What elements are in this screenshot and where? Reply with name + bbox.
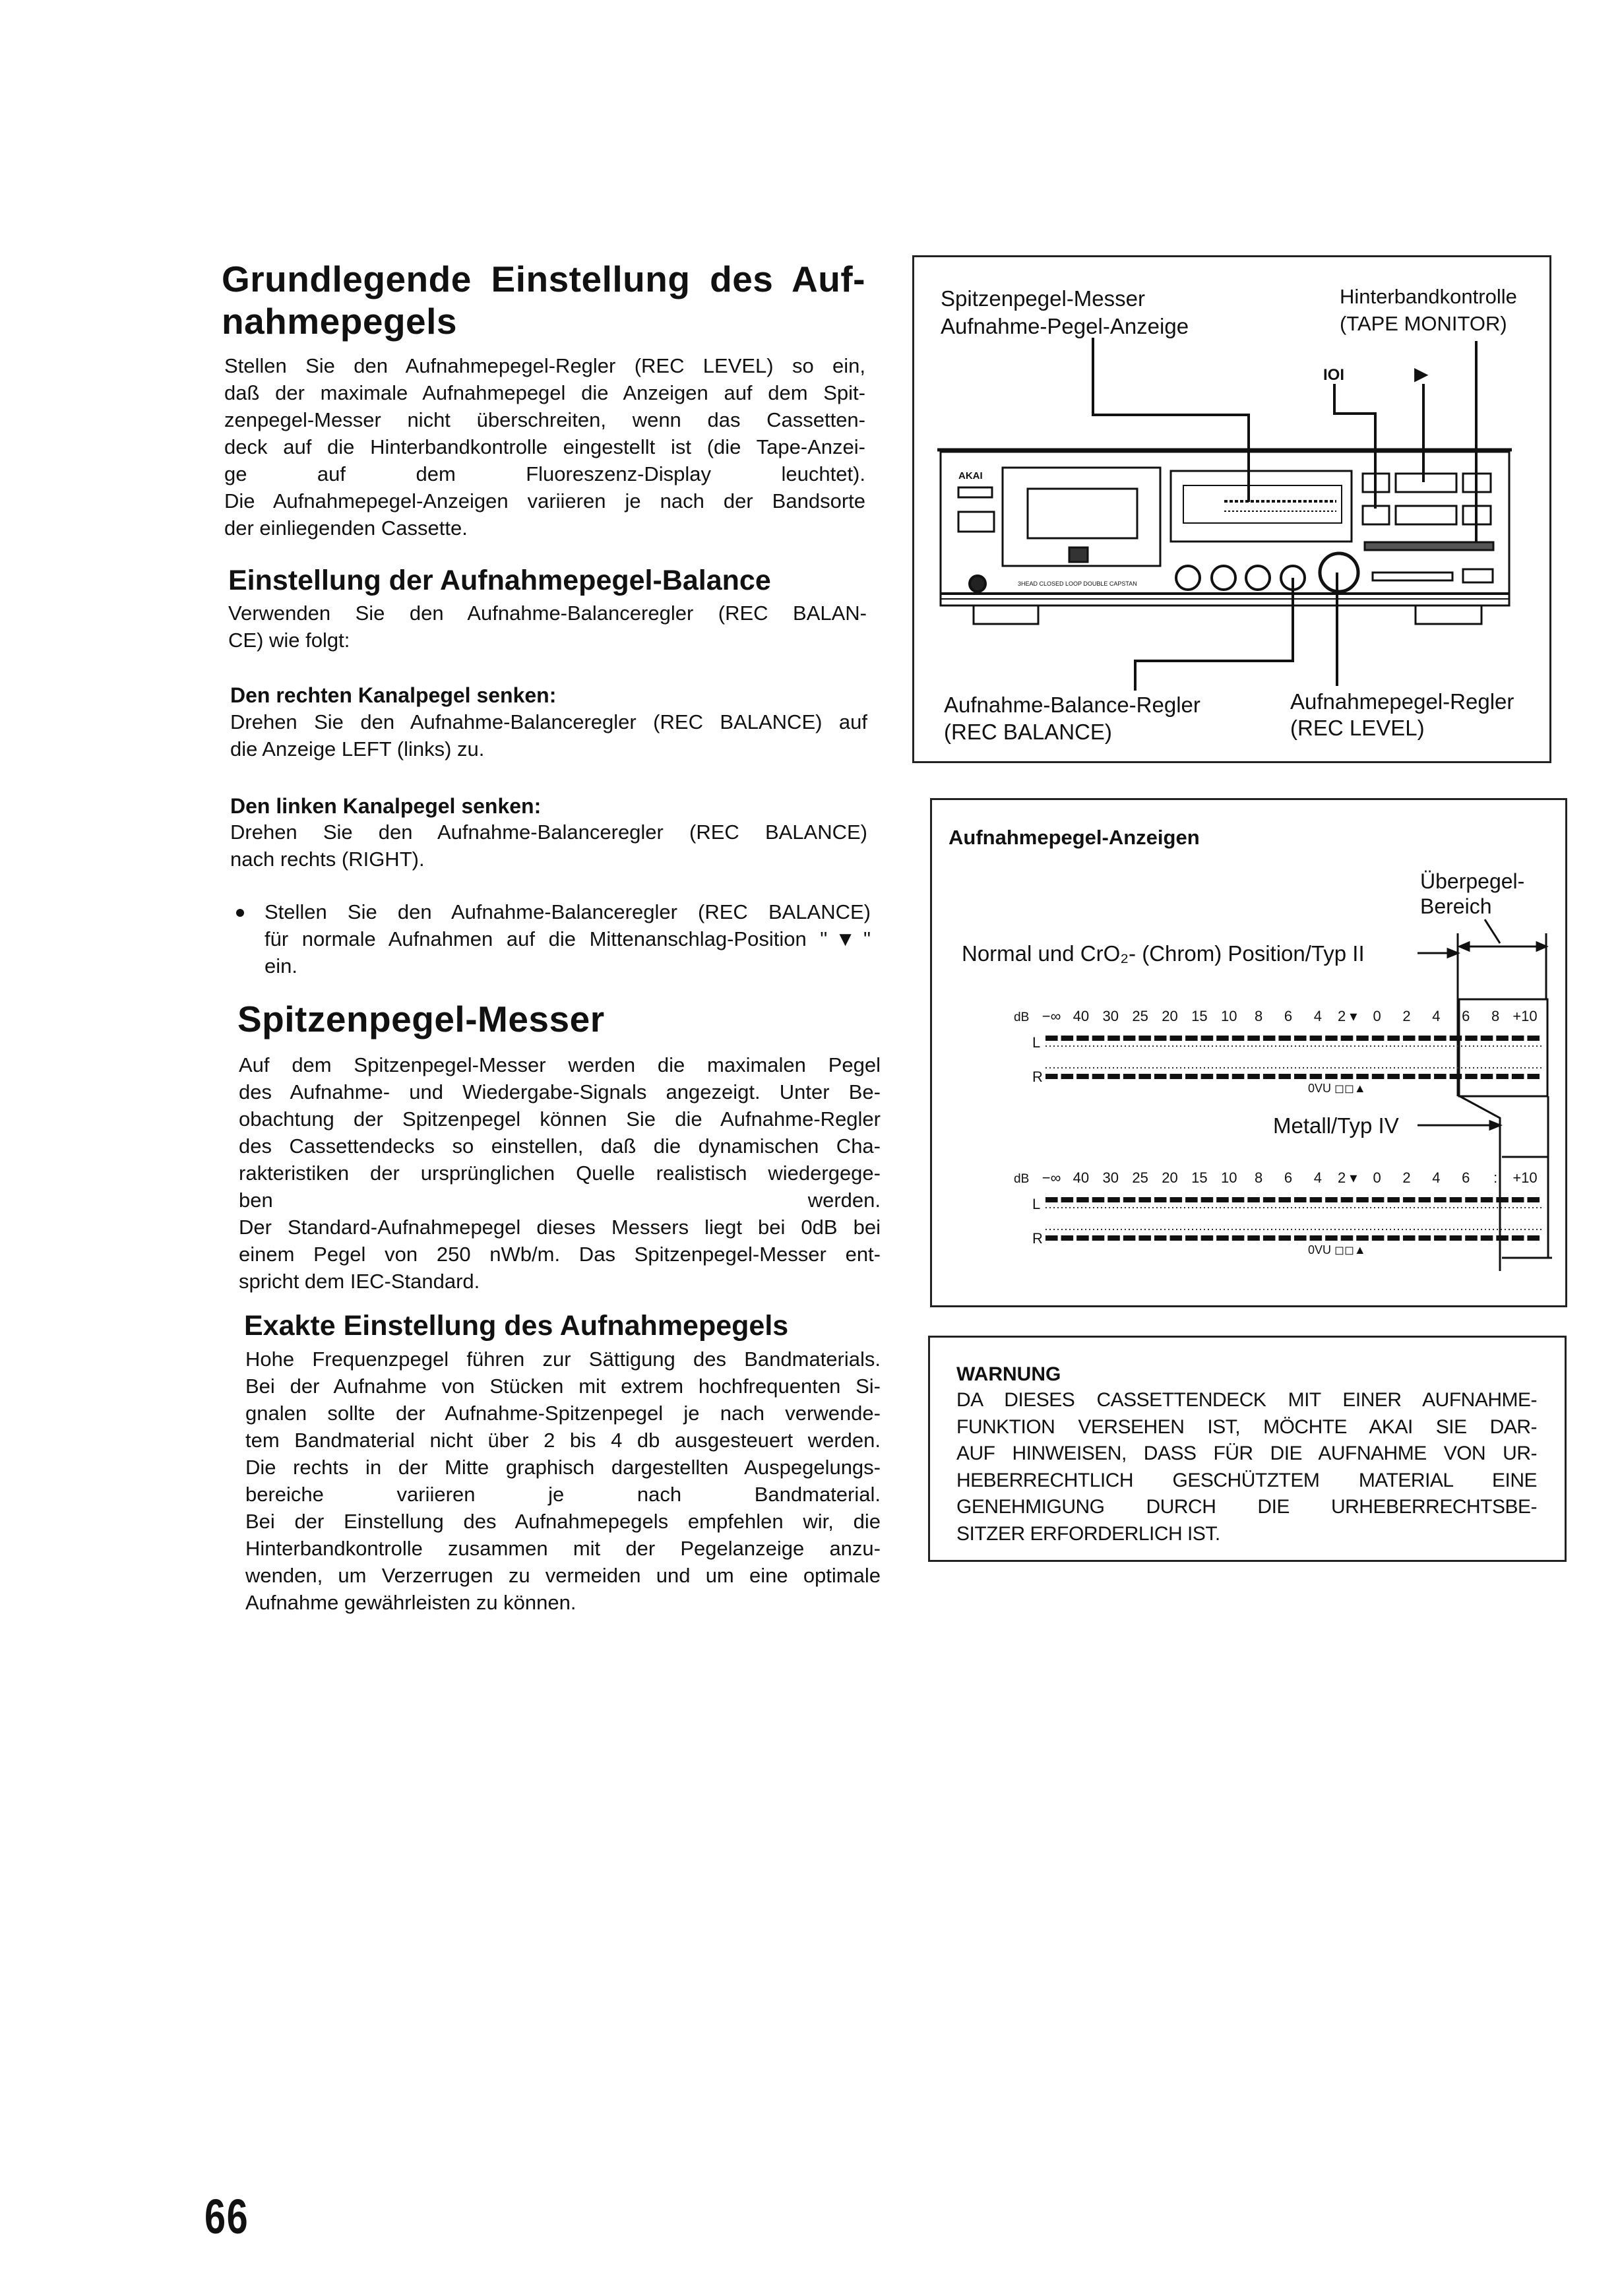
section-body-basic-recording-level: Stellen Sie den Aufnahmepegel-Regler (REC LEVEL) so ein, daß der maximale Aufnahmepegel die Anzeigen auf dem Spit- zenpegel-Messer nicht überschreiten, wenn das Cassetten- deck auf die Hinterbandkontrolle eingestellt ist (die Tape-Anzei- ge auf dem Fluoreszenz-Display leuchtet). Die Aufnahmepegel-Anzeigen variieren je nach der Bandsorte der einliegenden Cassette. xyxy=(224,354,865,540)
meter-segment xyxy=(1496,1197,1509,1202)
meter-segment xyxy=(1092,1197,1105,1202)
meter-segment xyxy=(1201,1074,1214,1079)
right-channel-body: Drehen Sie den Aufnahme-Balanceregler (REC BALANCE) auf die Anzeige LEFT (links) zu. xyxy=(230,710,867,760)
meter-segment xyxy=(1403,1235,1416,1241)
meter-segment xyxy=(1341,1197,1354,1202)
meter-segment xyxy=(1278,1074,1291,1079)
meter-segment xyxy=(1434,1074,1447,1079)
meter-segment xyxy=(1496,1235,1509,1241)
meter-segment xyxy=(1263,1074,1276,1079)
meter-segment xyxy=(1170,1235,1183,1241)
meter-segment xyxy=(1434,1036,1447,1041)
meter-segment xyxy=(1527,1235,1540,1241)
meter-segment xyxy=(1372,1074,1385,1079)
scale-tick-label: 0 xyxy=(1373,1169,1381,1186)
meter-segment xyxy=(1512,1235,1524,1241)
metal-tape-label: Metall/Typ IV xyxy=(1273,1113,1399,1138)
meter-segment xyxy=(1450,1197,1462,1202)
meter-segment xyxy=(1247,1036,1260,1041)
leader-lines xyxy=(1093,338,1476,691)
normal-tape-label: Normal und CrO₂- (Chrom) Position/Typ II xyxy=(962,941,1365,966)
scale-tick-label: 25 xyxy=(1132,1169,1148,1186)
meter-segment xyxy=(1310,1197,1323,1202)
meter-segment xyxy=(1123,1197,1136,1202)
rec-level-knob xyxy=(1320,553,1358,592)
meter-segment xyxy=(1076,1197,1089,1202)
overload-label: Überpegel- xyxy=(1420,869,1525,893)
meter-segment xyxy=(1092,1074,1105,1079)
meter-segment xyxy=(1201,1235,1214,1241)
meter-segment xyxy=(1092,1036,1105,1041)
channel-label: L xyxy=(1032,1196,1041,1212)
meter-segment xyxy=(1465,1074,1478,1079)
meter-segment xyxy=(1170,1197,1183,1202)
meter-segment xyxy=(1387,1235,1400,1241)
meter-segment xyxy=(1216,1197,1229,1202)
akai-logo: AKAI xyxy=(958,470,983,481)
meter-segment xyxy=(1294,1074,1307,1079)
meter-segment xyxy=(1481,1036,1493,1041)
meter-segment xyxy=(1403,1074,1416,1079)
channel-label: R xyxy=(1032,1230,1043,1247)
scale-tick-label: 15 xyxy=(1191,1169,1208,1186)
scale-tick-label: 6 xyxy=(1462,1008,1470,1024)
meter-segment xyxy=(1434,1197,1447,1202)
right-channel-heading: Den rechten Kanalpegel senken: xyxy=(230,683,557,707)
play-icon: ▶ xyxy=(1414,363,1429,384)
page-number: 66 xyxy=(204,2189,249,2244)
section-title-basic-recording-level: Grundlegende Einstellung des Auf- nahmepegels xyxy=(222,259,865,342)
meter-segment xyxy=(1527,1197,1540,1202)
meter-segment xyxy=(1325,1197,1338,1202)
meter-segment xyxy=(1045,1036,1058,1041)
section-title-exact-level: Exakte Einstellung des Aufnahmepegels xyxy=(244,1310,789,1342)
warning-box xyxy=(928,1336,1567,1562)
scale-tick-label: 6 xyxy=(1284,1169,1293,1186)
scale-tick-label: 6 xyxy=(1462,1169,1470,1186)
meter-segment xyxy=(1481,1074,1493,1079)
meter-segment xyxy=(1154,1197,1167,1202)
scale-tick-label: 4 xyxy=(1432,1169,1441,1186)
meter-segment xyxy=(1356,1074,1369,1079)
meter-segment xyxy=(1450,1235,1462,1241)
scale-tick-label: : xyxy=(1493,1169,1498,1186)
meter-segment xyxy=(1138,1036,1151,1041)
section-title-balance: Einstellung der Aufnahmepegel-Balance xyxy=(228,565,771,596)
scale-tick-label: 4 xyxy=(1313,1169,1322,1186)
meter-segment xyxy=(1263,1036,1276,1041)
scale-tick-label: 20 xyxy=(1162,1169,1178,1186)
scale-tick-label: +10 xyxy=(1512,1008,1538,1024)
meter-segment xyxy=(1325,1074,1338,1079)
device-figure xyxy=(912,255,1551,763)
meter-segment xyxy=(1481,1235,1493,1241)
meter-segment xyxy=(1216,1235,1229,1241)
meter-segment xyxy=(1061,1235,1074,1241)
meter-segment xyxy=(1138,1235,1151,1241)
meter-segment xyxy=(1170,1074,1183,1079)
channel-label: L xyxy=(1032,1034,1041,1051)
meter-metal xyxy=(1014,1169,1543,1257)
meter-segment xyxy=(1419,1197,1431,1202)
meter-segment xyxy=(1419,1235,1431,1241)
meter-segment xyxy=(1387,1036,1400,1041)
meter-segment xyxy=(1465,1197,1478,1202)
power-button xyxy=(970,576,985,592)
meter-segment xyxy=(1201,1036,1214,1041)
meter-segment xyxy=(1061,1074,1074,1079)
meter-segment xyxy=(1278,1036,1291,1041)
label-rec-level: Aufnahmepegel-Regler xyxy=(1290,689,1514,714)
meter-segment xyxy=(1263,1235,1276,1241)
warning-body: DA DIESES CASSETTENDECK MIT EINER AUFNAHME- FUNKTION VERSEHEN IST, MÖCHTE AKAI SIE DAR- AUF HINWEISEN, DASS FÜR DIE AUFNAHME VON UR- HEBERRECHTLICH GESCHÜTZTEM MATERIAL EINE GENEHMIGUNG DURCH DIE URHEBERRECHTSBE- SITZER ERFORDERLICH IST. xyxy=(956,1389,1537,1545)
meter-segment xyxy=(1092,1235,1105,1241)
meter-segment xyxy=(1045,1074,1058,1079)
meter-segment xyxy=(1185,1036,1198,1041)
vu-label: 0VU ◻◻▲ xyxy=(1308,1243,1366,1257)
label-rec-balance: Aufnahme-Balance-Regler xyxy=(944,693,1200,717)
meter-segment xyxy=(1278,1197,1291,1202)
meter-segment xyxy=(1138,1197,1151,1202)
scale-tick-label: 2 ▾ xyxy=(1338,1008,1357,1024)
source-icon: IOI xyxy=(1323,366,1345,384)
label-tape-monitor: Hinterbandkontrolle xyxy=(1340,285,1517,308)
meter-segment xyxy=(1216,1074,1229,1079)
meter-segment xyxy=(1372,1235,1385,1241)
meter-segment xyxy=(1512,1197,1524,1202)
meter-segment xyxy=(1325,1036,1338,1041)
left-channel-body: Drehen Sie den Aufnahme-Balanceregler (REC BALANCE) nach rechts (RIGHT). xyxy=(230,821,867,871)
meter-segment xyxy=(1232,1197,1245,1202)
meter-segment xyxy=(1310,1074,1323,1079)
label-rec-level-en: (REC LEVEL) xyxy=(1290,716,1425,740)
meter-segment xyxy=(1107,1036,1120,1041)
meter-segment xyxy=(1341,1235,1354,1241)
meter-segment xyxy=(1356,1036,1369,1041)
meter-segment xyxy=(1527,1036,1540,1041)
meter-segment xyxy=(1061,1197,1074,1202)
range-markers xyxy=(1418,919,1552,1271)
scale-tick-label: +10 xyxy=(1512,1169,1538,1186)
vu-label: 0VU ◻◻▲ xyxy=(1308,1082,1366,1095)
bullet-icon xyxy=(236,909,244,917)
meter-segment xyxy=(1496,1074,1509,1079)
meter-segment xyxy=(1278,1235,1291,1241)
scale-tick-label: 25 xyxy=(1132,1008,1148,1024)
meter-segment xyxy=(1185,1235,1198,1241)
meter-segment xyxy=(1247,1197,1260,1202)
scale-tick-label: 20 xyxy=(1162,1008,1178,1024)
scale-tick-label: −∞ xyxy=(1042,1008,1061,1024)
meter-segment xyxy=(1403,1197,1416,1202)
meter-segment xyxy=(1465,1235,1478,1241)
section-body-exact-level: Hohe Frequenzpegel führen zur Sättigung des Bandmaterials. Bei der Aufnahme von Stücken mit extrem hochfrequenten Si- gnalen sollte der Aufnahme-Spitzenpegel je nach verwende- tem Bandmaterial nicht über 2 bis 4 db ausgesteuert werden. Die rechts in der Mitte graphisch dargestellten Auspegelungs- bereiche variieren je nach Bandmaterial. Bei der Einstellung des Aufnahmepegels empfehlen wir, die Hinterbandkontrolle zusammen mit der Pegelanzeige anzu- wenden, um Verzerrugen zu vermeiden und um eine optimale Aufnahme gewährleisten zu können. xyxy=(245,1348,881,1614)
db-label: dB xyxy=(1014,1172,1030,1186)
meter-segment xyxy=(1341,1074,1354,1079)
meter-normal xyxy=(1014,1008,1543,1095)
left-channel-heading: Den linken Kanalpegel senken: xyxy=(230,794,542,818)
label-level-indicator: Aufnahme-Pegel-Anzeige xyxy=(941,314,1189,338)
cassette-window xyxy=(1028,489,1137,538)
meter-segment xyxy=(1076,1036,1089,1041)
meter-segment xyxy=(1419,1074,1431,1079)
level-meter-diagram xyxy=(932,800,1565,1305)
deck-illustration xyxy=(914,257,1549,761)
meter-segment xyxy=(1201,1197,1214,1202)
meter-segment xyxy=(1325,1235,1338,1241)
meter-segment xyxy=(1247,1074,1260,1079)
meter-segment xyxy=(1247,1235,1260,1241)
meter-segment xyxy=(1076,1235,1089,1241)
meter-segment xyxy=(1045,1235,1058,1241)
meter-segment xyxy=(1123,1074,1136,1079)
meter-segment xyxy=(1387,1197,1400,1202)
meter-segment xyxy=(1356,1197,1369,1202)
scale-tick-label: 2 xyxy=(1402,1169,1411,1186)
scale-tick-label: 8 xyxy=(1255,1008,1263,1024)
meter-segment xyxy=(1154,1036,1167,1041)
meter-figure-title: Aufnahmepegel-Anzeigen xyxy=(949,826,1200,849)
meter-segment xyxy=(1154,1235,1167,1241)
meter-segment xyxy=(1356,1235,1369,1241)
meter-segment xyxy=(1076,1074,1089,1079)
meter-segment xyxy=(1107,1197,1120,1202)
meter-segment xyxy=(1170,1036,1183,1041)
cassette-deck xyxy=(937,450,1512,624)
meter-segment xyxy=(1263,1197,1276,1202)
meter-segment xyxy=(1294,1235,1307,1241)
meter-segment xyxy=(1450,1036,1462,1041)
scale-tick-label: 30 xyxy=(1102,1169,1119,1186)
meter-segment xyxy=(1310,1036,1323,1041)
meter-segment xyxy=(1512,1074,1524,1079)
meter-segment xyxy=(1387,1074,1400,1079)
meter-segment xyxy=(1450,1074,1462,1079)
meter-segment xyxy=(1045,1197,1058,1202)
scale-tick-label: 0 xyxy=(1373,1008,1381,1024)
scale-tick-label: 2 ▾ xyxy=(1338,1169,1357,1186)
meter-segment xyxy=(1107,1235,1120,1241)
label-rec-balance-en: (REC BALANCE) xyxy=(944,720,1112,744)
section-body-peak-meter: Auf dem Spitzenpegel-Messer werden die maximalen Pegel des Aufnahme- und Wiedergabe-Signals angezeigt. Unter Be- obachtung der Spitzenpegel können Sie die Aufnahme-Regler des Cassettendecks so einstellen, daß die dynamischen Cha- rakteristiken der ursprünglichen Quelle realistisch wiedergege- ben werden. Der Standard-Aufnahmepegel dieses Messers liegt bei 0dB bei einem Pegel von 250 nWb/m. Das Spitzenpegel-Messer ent- spricht dem IEC-Standard. xyxy=(239,1053,881,1293)
scale-tick-label: −∞ xyxy=(1042,1169,1061,1186)
scale-tick-label: 40 xyxy=(1073,1008,1090,1024)
meter-segment xyxy=(1434,1235,1447,1241)
meter-segment xyxy=(1107,1074,1120,1079)
meter-segment xyxy=(1232,1235,1245,1241)
meter-segment xyxy=(1061,1036,1074,1041)
scale-tick-label: 30 xyxy=(1102,1008,1119,1024)
balance-intro: Verwenden Sie den Aufnahme-Balanceregler (REC BALAN- CE) wie folgt: xyxy=(228,602,867,652)
meter-segment xyxy=(1154,1074,1167,1079)
section-title-peak-meter: Spitzenpegel-Messer xyxy=(237,999,605,1039)
meter-segment xyxy=(1185,1197,1198,1202)
meter-segment xyxy=(1232,1036,1245,1041)
scale-tick-label: 15 xyxy=(1191,1008,1208,1024)
meter-segment xyxy=(1496,1036,1509,1041)
meter-segment xyxy=(1341,1036,1354,1041)
meter-segment xyxy=(1512,1036,1524,1041)
label-tape-monitor-en: (TAPE MONITOR) xyxy=(1340,312,1507,335)
meter-segment xyxy=(1123,1235,1136,1241)
scale-tick-label: 40 xyxy=(1073,1169,1090,1186)
scale-tick-label: 8 xyxy=(1491,1008,1500,1024)
balance-center-note: Stellen Sie den Aufnahme-Balanceregler (REC BALANCE) für normale Aufnahmen auf die Mittenanschlag-Position "▼" ein. xyxy=(265,900,871,977)
scale-tick-label: 10 xyxy=(1221,1008,1237,1024)
scale-tick-label: 4 xyxy=(1432,1008,1441,1024)
overload-label-2: Bereich xyxy=(1420,894,1492,918)
scale-tick-label: 8 xyxy=(1255,1169,1263,1186)
meter-segment xyxy=(1294,1197,1307,1202)
label-peak-meter: Spitzenpegel-Messer xyxy=(941,286,1145,311)
meter-segment xyxy=(1372,1036,1385,1041)
scale-tick-label: 4 xyxy=(1313,1008,1322,1024)
deck-caption: 3HEAD CLOSED LOOP DOUBLE CAPSTAN xyxy=(1018,580,1137,587)
meter-segment xyxy=(1527,1074,1540,1079)
level-meter-display xyxy=(1183,485,1342,523)
display-panel xyxy=(1171,471,1352,542)
channel-label: R xyxy=(1032,1069,1043,1085)
meter-segment xyxy=(1372,1197,1385,1202)
meter-segment xyxy=(1216,1036,1229,1041)
meter-segment xyxy=(1403,1036,1416,1041)
warning-title: WARNUNG xyxy=(956,1363,1061,1385)
meter-segment xyxy=(1294,1036,1307,1041)
meter-segment xyxy=(1465,1036,1478,1041)
meter-segment xyxy=(1310,1235,1323,1241)
scale-tick-label: 2 xyxy=(1402,1008,1411,1024)
scale-tick-label: 10 xyxy=(1221,1169,1237,1186)
meter-segment xyxy=(1481,1197,1493,1202)
db-label: dB xyxy=(1014,1010,1030,1024)
meter-figure xyxy=(930,798,1567,1307)
meter-segment xyxy=(1138,1074,1151,1079)
meter-segment xyxy=(1123,1036,1136,1041)
scale-tick-label: 6 xyxy=(1284,1008,1293,1024)
meter-segment xyxy=(1185,1074,1198,1079)
meter-segment xyxy=(1419,1036,1431,1041)
meter-segment xyxy=(1232,1074,1245,1079)
